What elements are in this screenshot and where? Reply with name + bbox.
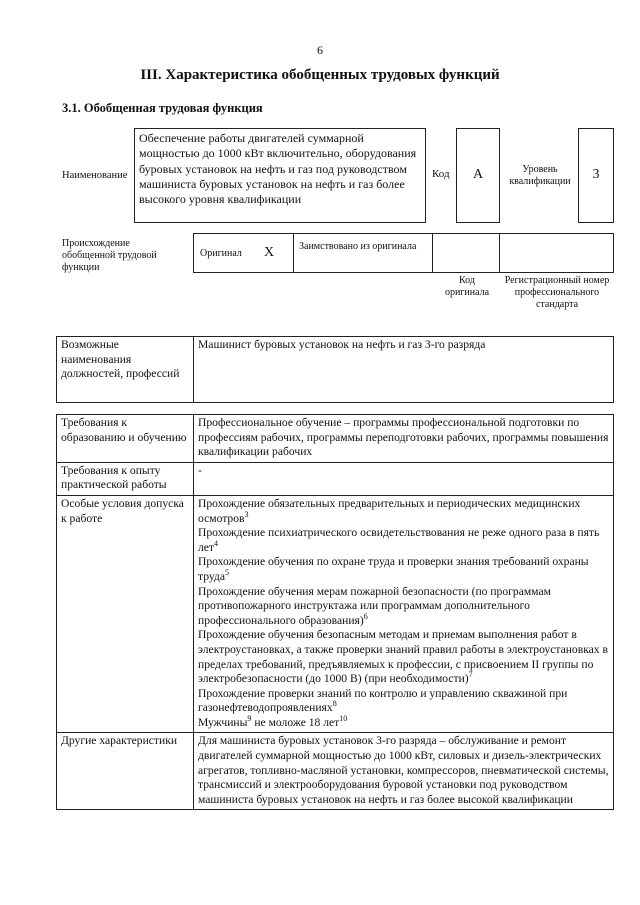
origin-divider-3 [499, 234, 500, 272]
special-item: Прохождение проверки знаний по контролю и управлению скважиной при газонефтеводопроявлениях$^8$ [198, 686, 568, 715]
code-original-caption: Код оригинала [444, 275, 490, 298]
positions-table [56, 336, 614, 403]
original-mark: X [264, 245, 275, 260]
code-label: Код [432, 168, 450, 180]
original-label: Оригинал [200, 248, 242, 259]
origin-divider-1 [293, 234, 294, 272]
reg-number-caption: Регистрационный номер профессионального стандарта [504, 275, 610, 310]
special-item-men: Мужчины$^9$ не моложе 18 лет$^{10}$ [198, 714, 348, 729]
function-name-box [134, 128, 426, 223]
level-label: Уровень квалификации [509, 164, 571, 187]
positions-value: Машинист буровых установок на нефть и газ 3-го разряда [194, 337, 614, 403]
level-box [578, 128, 614, 223]
special-item: Прохождение обучения по охране труда и проверки знания требований охраны труда$^5$ [198, 555, 589, 583]
education-label: Требования к образованию и обучению [57, 415, 194, 463]
experience-value: - [194, 462, 614, 495]
other-characteristics-value: Для машиниста буровых установок 3-го разряда – обслуживание и ремонт двигателей суммарной мощностью до 1000 кВт, силовых и дизель-электрических агрегатов, топливно-масляной установки, компрессоров, пневматической системы, трансмиссий и электрооборудования буровой установки под руководством машиниста буровых установок на нефть и газ более высокой квалификации [194, 733, 614, 810]
positions-row [57, 337, 614, 403]
name-label: Наименование [62, 170, 128, 181]
origin-label: Происхождение обобщенной трудовой функции [62, 238, 157, 273]
other-characteristics-label: Другие характеристики [57, 733, 194, 810]
function-name: Обеспечение работы двигателей суммарной мощностью до 1000 кВт включительно, оборудования буровых установок на нефть и газ под руководством машиниста буровых установок на нефть и газ более высокого уровня квалификации [139, 131, 417, 207]
other-characteristics-row [57, 733, 614, 810]
special-conditions-value [194, 495, 614, 733]
education-value: Профессиональное обучение – программы профессиональной подготовки по профессиям рабочих, программы переподготовки рабочих, программы повышения квалификации рабочих [194, 415, 614, 463]
page-number: 6 [317, 43, 323, 57]
special-item: Прохождение психиатрического освидетельствования не реже одного раза в пять лет$^4$ [198, 526, 600, 554]
borrowed-label: Заимствовано из оригинала [299, 241, 417, 252]
origin-box [193, 233, 614, 273]
subsection-title: 3.1. Обобщенная трудовая функция [62, 101, 263, 115]
experience-row [57, 462, 614, 495]
experience-label: Требования к опыту практической работы [57, 462, 194, 495]
code-box [456, 128, 500, 223]
special-item: Прохождение обязательных предварительных и периодических медицинских осмотров$^3$ [198, 496, 581, 525]
special-conditions-row [57, 495, 614, 733]
special-item: Прохождение обучения мерам пожарной безопасности (по программам противопожарного инструктажа или программам дополнительного профессионального образования)$^6$ [198, 584, 551, 627]
special-conditions-label: Особые условия допуска к работе [57, 495, 194, 733]
section-title: III. Характеристика обобщенных трудовых функций [140, 67, 500, 83]
level-value: 3 [592, 167, 600, 182]
requirements-table [56, 414, 614, 810]
code-value: A [472, 167, 484, 182]
origin-divider-2 [432, 234, 433, 272]
positions-label: Возможные наименования должностей, профессий [57, 337, 194, 403]
special-item: Прохождение обучения безопасным методам и приемам выполнения работ в электроустановках, а также проверки знаний правил работы в электроустановках в пределах требований, предъявляемых к профессии, с присвоением II группы по электробезопасности (до 1000 В) (при необходимости)$^7$ [198, 628, 608, 686]
education-row [57, 415, 614, 463]
